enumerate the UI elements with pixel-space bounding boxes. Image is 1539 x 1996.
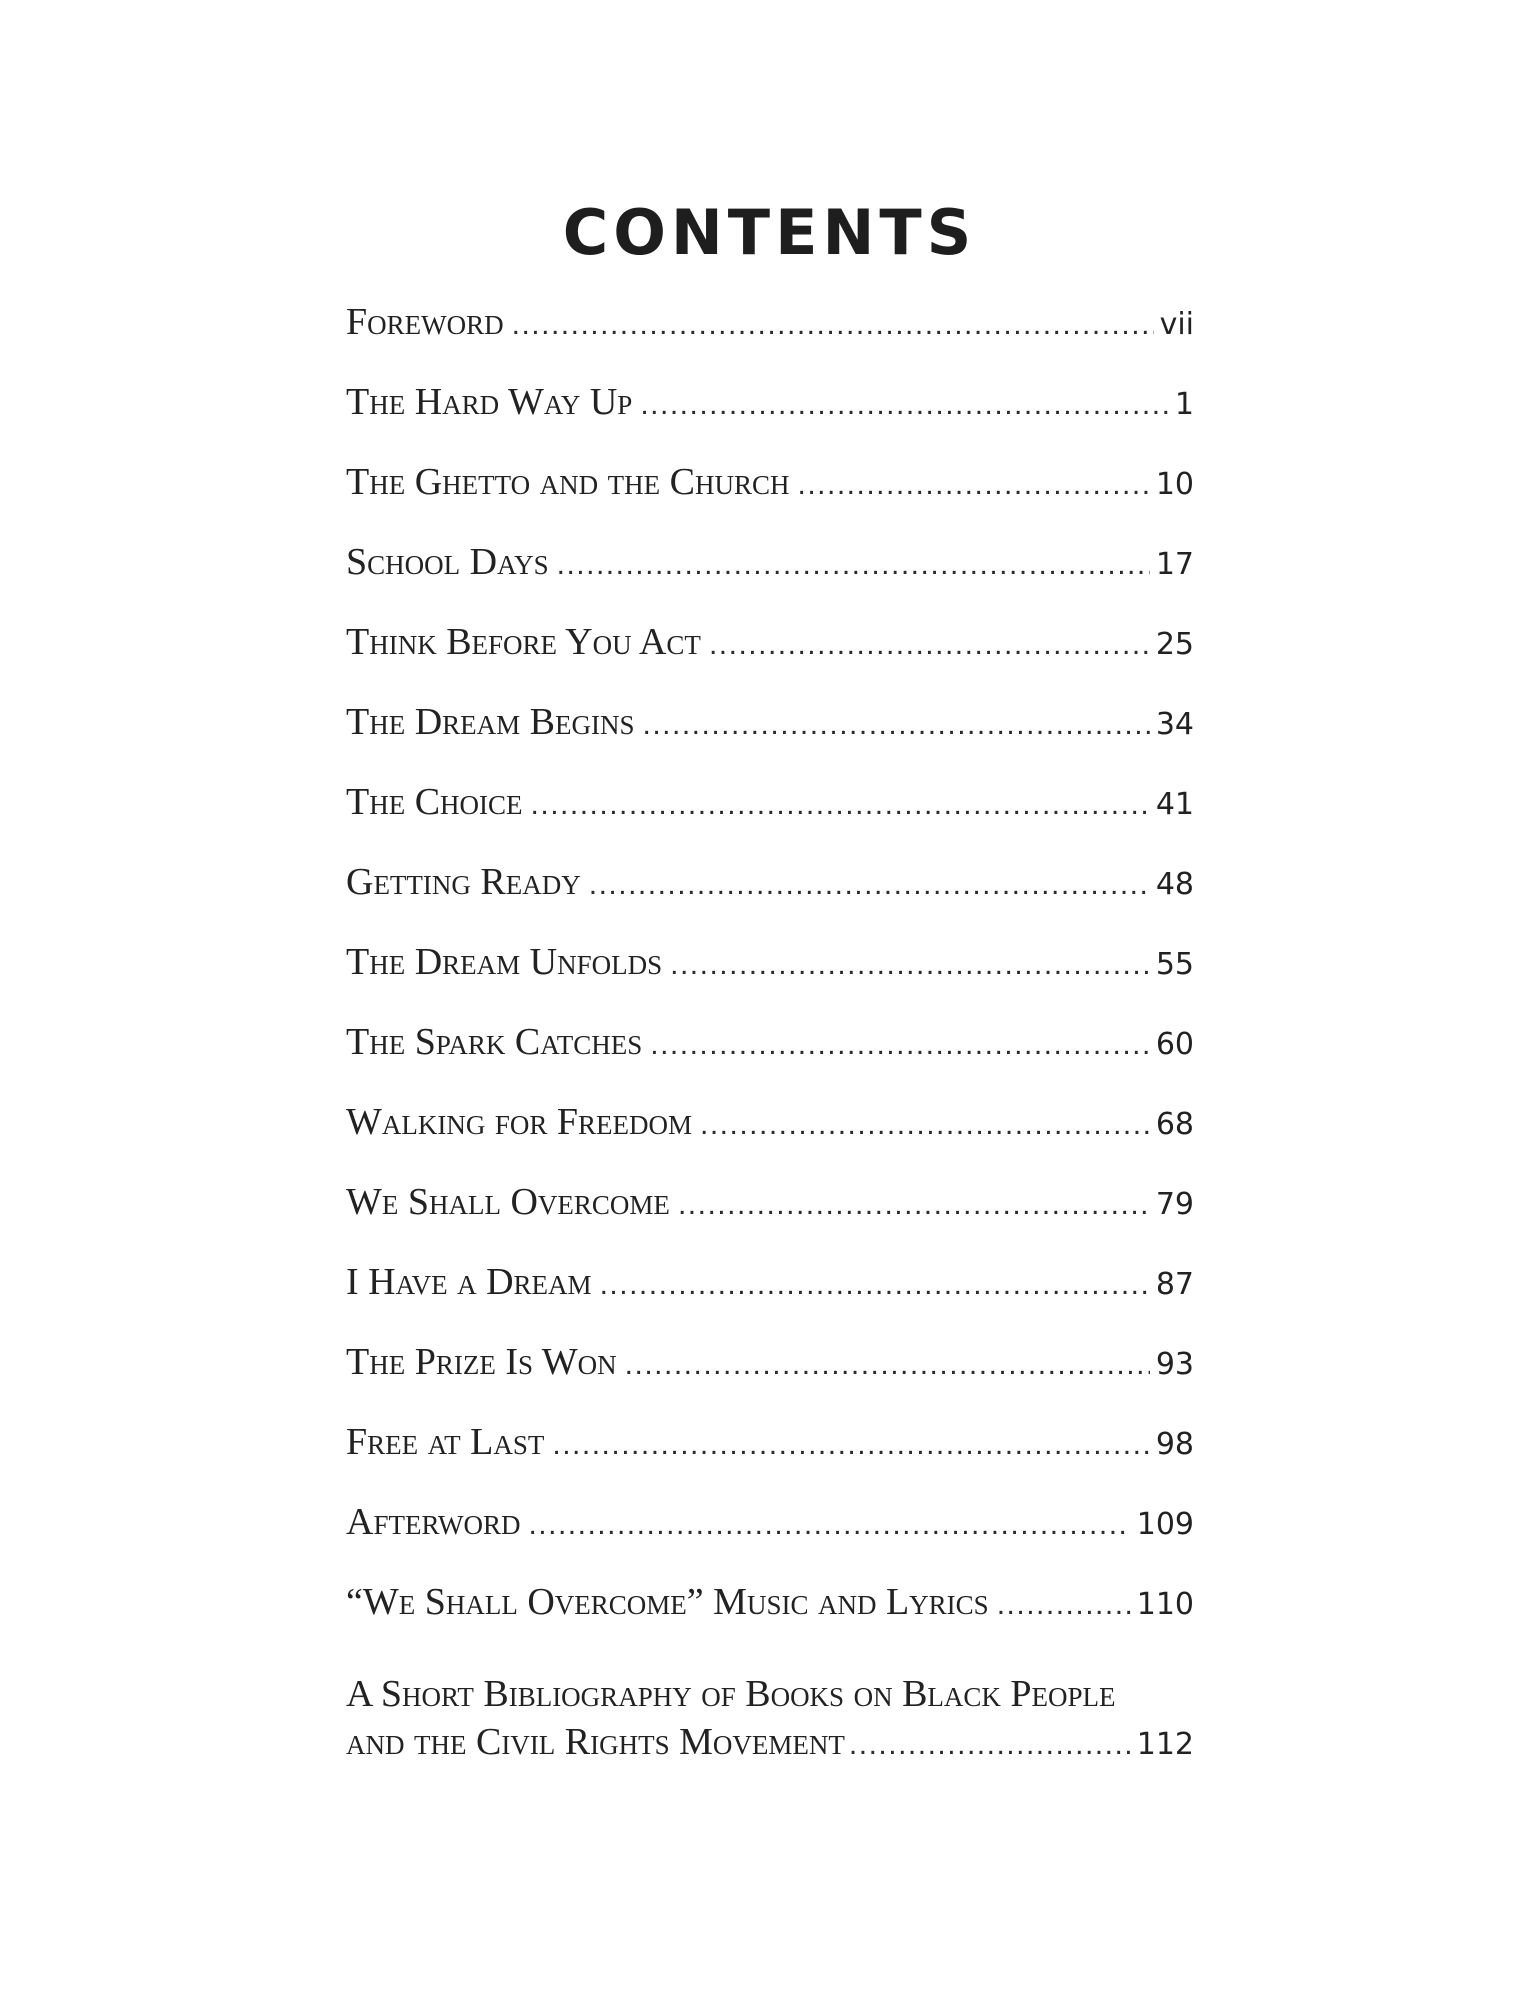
toc-entry-label: Getting Ready — [346, 861, 581, 903]
toc-entry-label: The Dream Unfolds — [346, 941, 663, 983]
dot-leader — [512, 308, 1154, 342]
toc-entry[interactable] — [346, 780, 1194, 840]
toc-entry-page: 48 — [1155, 867, 1194, 902]
toc-entry[interactable] — [346, 1340, 1194, 1400]
toc-entry-page: 1 — [1174, 387, 1194, 422]
toc-entry-label: The Hard Way Up — [346, 381, 633, 423]
toc-entry[interactable] — [346, 1100, 1194, 1160]
page-title: CONTENTS — [562, 196, 977, 269]
toc-entry-label: I Have a Dream — [346, 1261, 592, 1303]
toc-entry-label: “We Shall Overcome” Music and Lyrics — [346, 1581, 989, 1623]
toc-entry-page: 25 — [1155, 627, 1194, 662]
toc-entry-page: 41 — [1155, 787, 1194, 822]
dot-leader — [625, 1348, 1150, 1382]
toc-entry[interactable] — [346, 1020, 1194, 1080]
toc-entry-page: 10 — [1155, 467, 1194, 502]
dot-leader — [678, 1188, 1150, 1222]
dot-leader — [643, 708, 1150, 742]
dot-leader — [849, 1728, 1131, 1762]
toc-entry-label: Free at Last — [346, 1421, 545, 1463]
toc-entry-page: 34 — [1155, 707, 1194, 742]
dot-leader — [640, 388, 1169, 422]
dot-leader — [709, 628, 1150, 662]
dot-leader — [528, 1508, 1130, 1542]
dot-leader — [557, 548, 1150, 582]
toc-entry-label: We Shall Overcome — [346, 1181, 670, 1223]
toc-entry[interactable] — [346, 1260, 1194, 1320]
toc-entry-page: 68 — [1155, 1107, 1194, 1142]
toc-entry[interactable] — [346, 540, 1194, 600]
dot-leader — [589, 868, 1150, 902]
toc-entry-label: The Dream Begins — [346, 701, 635, 743]
dot-leader — [650, 1028, 1150, 1062]
dot-leader — [600, 1268, 1150, 1302]
toc-entry[interactable] — [346, 1420, 1194, 1480]
toc-entry-label: The Spark Catches — [346, 1021, 643, 1063]
toc-entry-label: Afterword — [346, 1501, 521, 1543]
toc-entry-label-line1: A Short Bibliography of Books on Black People — [346, 1673, 1116, 1715]
toc-entry-label-line2: and the Civil Rights Movement — [346, 1721, 845, 1763]
dot-leader — [552, 1428, 1149, 1462]
dot-leader — [670, 948, 1150, 982]
dot-leader — [797, 468, 1149, 502]
toc-entry[interactable] — [346, 460, 1194, 520]
dot-leader — [997, 1588, 1131, 1622]
toc-entry[interactable] — [346, 1500, 1194, 1560]
toc-entry[interactable] — [346, 700, 1194, 760]
toc-entry-line2 — [346, 1720, 1194, 1768]
toc-entry[interactable] — [346, 300, 1194, 360]
toc-entry-page: vii — [1159, 307, 1194, 342]
toc-entry-page: 17 — [1155, 547, 1194, 582]
toc-entry-page: 98 — [1155, 1427, 1194, 1462]
toc-entry-label: School Days — [346, 541, 549, 583]
dot-leader — [700, 1108, 1150, 1142]
toc-entry-page: 55 — [1155, 947, 1194, 982]
toc-entry-page: 110 — [1136, 1587, 1194, 1622]
toc-entry[interactable] — [346, 1180, 1194, 1240]
toc-entry-page: 87 — [1155, 1267, 1194, 1302]
toc-entry[interactable] — [346, 620, 1194, 680]
toc-entry-label: Walking for Freedom — [346, 1101, 692, 1143]
toc-entry[interactable] — [346, 1580, 1194, 1640]
toc-entry[interactable] — [346, 940, 1194, 1000]
toc-entry[interactable] — [346, 860, 1194, 920]
toc-entry[interactable] — [346, 380, 1194, 440]
dot-leader — [531, 788, 1150, 822]
toc-entry-bibliography[interactable] — [346, 1672, 1194, 1768]
toc-entry-label: Foreword — [346, 301, 504, 343]
toc-entry-page: 109 — [1136, 1507, 1194, 1542]
toc-entry-page: 112 — [1136, 1727, 1194, 1762]
toc-entry-page: 60 — [1155, 1027, 1194, 1062]
toc-entry-page: 79 — [1155, 1187, 1194, 1222]
toc-entry-label: Think Before You Act — [346, 621, 701, 663]
toc-entry-label: The Ghetto and the Church — [346, 461, 790, 503]
toc-entry-label: The Prize Is Won — [346, 1341, 617, 1383]
toc-entry-page: 93 — [1155, 1347, 1194, 1382]
toc-entry-label: The Choice — [346, 781, 523, 823]
